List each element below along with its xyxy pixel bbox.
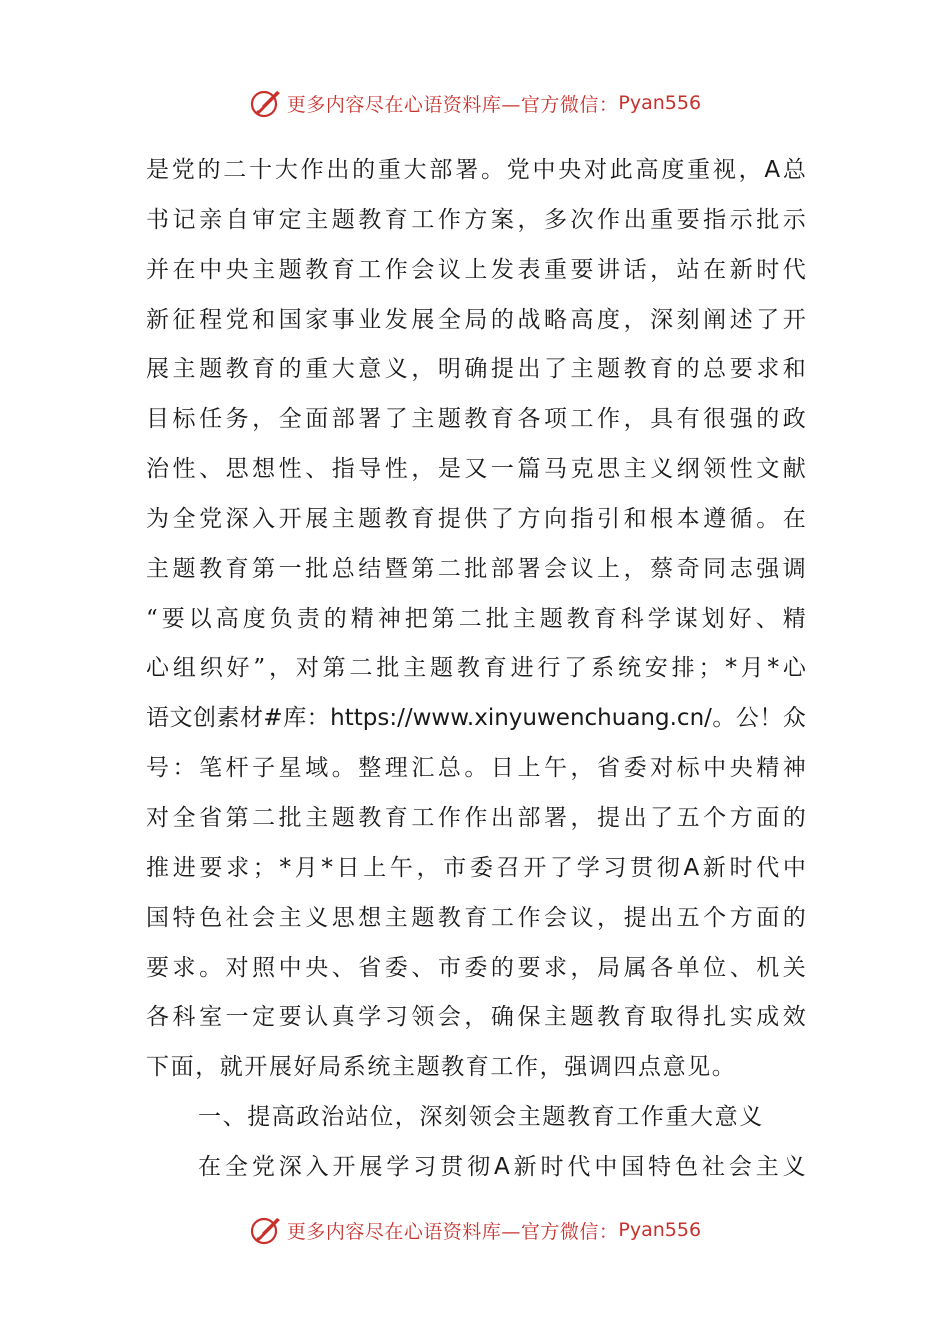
text-line: 是 党 的 二 十 大 作 出 的 重 大 部 署 。 党 中 央 对 此 高 度 重 视 ， A 总 — [146, 157, 806, 183]
text-line: 新 征 程 党 和 国 家 事 业 发 展 全 局 的 战 略 高 度 ， 深 刻 阐 述 了 开 — [146, 306, 806, 333]
text-line-url: 语 文 创 素 材 # 库 ： https://www.xinyuwenchuang.cn/ 。 公 ！ 众 — [146, 705, 806, 732]
quill-pen-logo-icon — [249, 86, 283, 120]
text-line: 治 性 、 思 想 性 、 指 导 性 ， 是 又 一 篇 马 克 思 主 义 纲 领 性 文 献 — [146, 456, 806, 483]
banner-wechat-id: Pyan556 — [618, 92, 702, 114]
text-line: 下面，就开展好局系统主题教育工作，强调四点意见。 — [146, 1054, 737, 1081]
text-line: 主 题 教 育 第 一 批 总 结 暨 第 二 批 部 署 会 议 上 ， 蔡 奇 同 志 强 调 — [146, 555, 806, 582]
text-line: 展 主 题 教 育 的 重 大 意 义 ， 明 确 提 出 了 主 题 教 育 的 总 要 求 和 — [146, 356, 806, 383]
text-line: 各 科 室 一 定 要 认 真 学 习 领 会 ， 确 保 主 题 教 育 取 得 扎 实 成 效 — [146, 1004, 806, 1031]
text-line: 书 记 亲 自 审 定 主 题 教 育 工 作 方 案 ， 多 次 作 出 重 要 指 示 批 示 — [146, 206, 806, 233]
quill-pen-logo-icon — [249, 1213, 283, 1247]
text-line: 对 全 省 第 二 批 主 题 教 育 工 作 作 出 部 署 ， 提 出 了 五 个 方 面 的 — [146, 804, 806, 831]
header-banner — [0, 83, 950, 123]
text-line: 目 标 任 务 ， 全 面 部 署 了 主 题 教 育 各 项 工 作 ， 具 有 很 强 的 政 — [146, 406, 806, 433]
text-line: “ 要 以 高 度 负 责 的 精 神 把 第 二 批 主 题 教 育 科 学 谋 划 好 、 精 — [146, 605, 806, 632]
text-line: 并 在 中 央 主 题 教 育 工 作 会 议 上 发 表 重 要 讲 话 ， 站 在 新 时 代 — [146, 256, 806, 283]
footer-banner — [0, 1210, 950, 1250]
text-line: 号 ： 笔 杆 子 星 域 。 整 理 汇 总 。 日 上 午 ， 省 委 对 标 中 央 精 神 — [146, 755, 806, 782]
text-line: 推 进 要 求 ； * 月 * 日 上 午 ， 市 委 召 开 了 学 习 贯 彻 A 新 时 代 中 — [146, 854, 806, 881]
text-line: 心 组 织 好 ” ， 对 第 二 批 主 题 教 育 进 行 了 系 统 安 排 ； * 月 * 心 — [146, 655, 806, 682]
banner-text: 更多内容尽在心语资料库—官方微信： — [286, 93, 619, 116]
banner-wechat-id: Pyan556 — [618, 1219, 702, 1241]
banner-text: 更多内容尽在心语资料库—官方微信： — [286, 1220, 619, 1243]
text-line: 国 特 色 社 会 主 义 思 想 主 题 教 育 工 作 会 议 ， 提 出 五 个 方 面 的 — [146, 904, 806, 931]
document-body — [146, 146, 806, 1193]
section-heading: 一、提高政治站位，深刻领会主题教育工作重大意义 — [198, 1104, 764, 1131]
text-line: 要 求 。 对 照 中 央 、 省 委 、 市 委 的 要 求 ， 局 属 各 单 位 、 机 关 — [146, 954, 806, 981]
text-line: 在 全 党 深 入 开 展 学 习 贯 彻 A 新 时 代 中 国 特 色 社 会 主 义 — [198, 1153, 806, 1180]
text-line: 为 全 党 深 入 开 展 主 题 教 育 提 供 了 方 向 指 引 和 根 本 遵 循 。 在 — [146, 505, 806, 532]
